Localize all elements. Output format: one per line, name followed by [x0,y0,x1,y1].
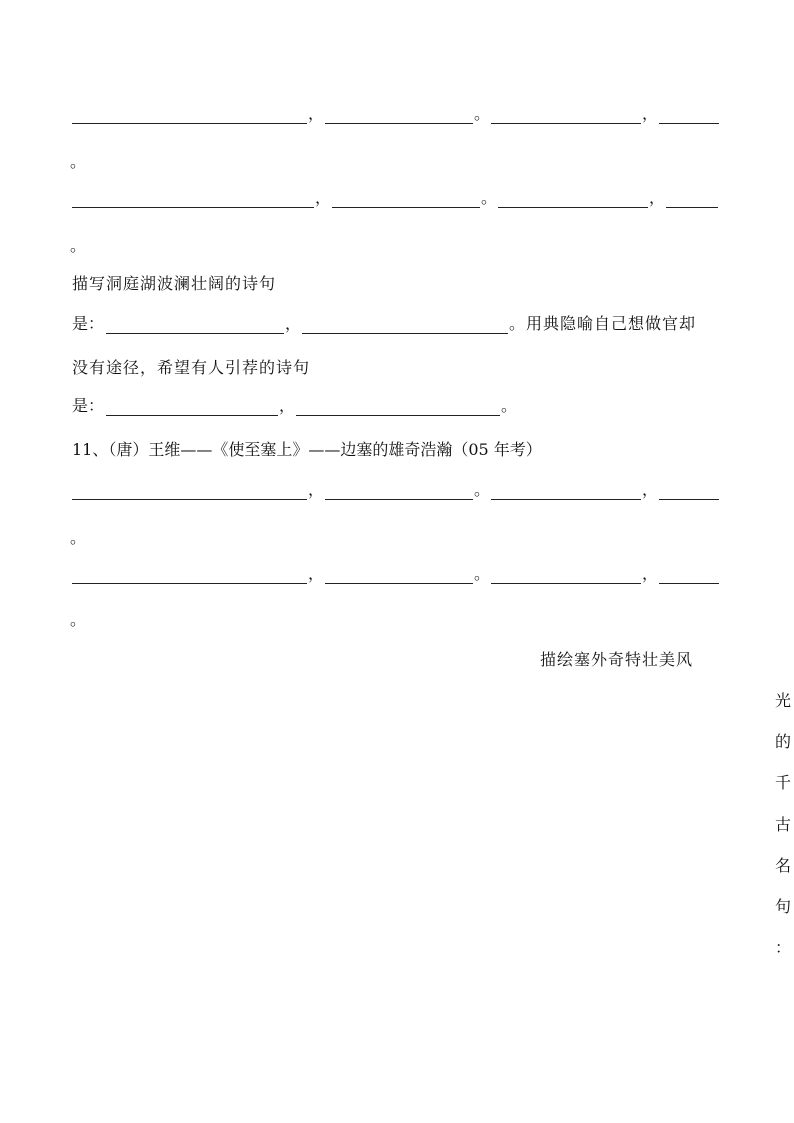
answer-blank[interactable] [498,189,648,208]
vertical-char: 光 [774,691,791,710]
answer-row-3 [72,314,696,340]
answer-blank[interactable] [659,565,719,584]
comma: ， [648,188,665,207]
label-shi: 是： [72,314,105,333]
answer-blank[interactable] [302,315,508,334]
answer-blank[interactable] [72,189,314,208]
answer-row-5 [72,480,719,506]
comma: ， [641,104,658,123]
vertical-char: ： [774,938,791,957]
answer-blank[interactable] [325,565,473,584]
label-shi: 是： [72,396,105,415]
period: 。 [473,480,490,499]
vertical-char: 古 [774,815,791,834]
answer-row-2 [72,188,718,214]
comma: ， [284,314,301,333]
answer-row-1 [72,104,719,130]
period: 。 [480,188,497,207]
answer-row-4 [72,396,518,422]
period-continuation: 。 [70,610,87,629]
answer-blank[interactable] [666,189,718,208]
period-continuation: 。 [70,236,87,255]
vertical-char: 千 [774,773,791,792]
question-text: 用典隐喻自己想做官却 [526,314,697,333]
answer-blank[interactable] [296,397,500,416]
vertical-char: 的 [774,732,791,751]
period-continuation: 。 [70,528,87,547]
answer-blank[interactable] [106,397,278,416]
answer-blank[interactable] [325,105,473,124]
vertical-char: 名 [774,856,791,875]
answer-blank[interactable] [491,481,641,500]
comma: ， [641,480,658,499]
comma: ， [641,564,658,583]
answer-blank[interactable] [659,105,719,124]
answer-blank[interactable] [659,481,719,500]
section-heading: 11、（唐）王维——《使至塞上》——边塞的雄奇浩瀚（05 年考） [72,440,542,459]
comma: ， [278,396,295,415]
question-text: 没有途径，希望有人引荐的诗句 [72,358,311,377]
period: 。 [508,314,525,333]
question-text-right: 描绘塞外奇特壮美风 [540,650,694,669]
answer-blank[interactable] [72,105,307,124]
comma: ， [307,564,324,583]
answer-blank[interactable] [72,481,307,500]
comma: ， [314,188,331,207]
comma: ， [307,480,324,499]
question-text: 描写洞庭湖波澜壮阔的诗句 [72,274,277,293]
period: 。 [500,396,517,415]
answer-blank[interactable] [72,565,307,584]
answer-blank[interactable] [106,315,284,334]
answer-blank[interactable] [491,565,641,584]
answer-blank[interactable] [325,481,473,500]
comma: ， [307,104,324,123]
answer-blank[interactable] [332,189,480,208]
answer-blank[interactable] [491,105,641,124]
period: 。 [473,104,490,123]
period-continuation: 。 [70,152,87,171]
period: 。 [473,564,490,583]
vertical-char: 句 [774,897,791,916]
answer-row-6 [72,564,719,590]
